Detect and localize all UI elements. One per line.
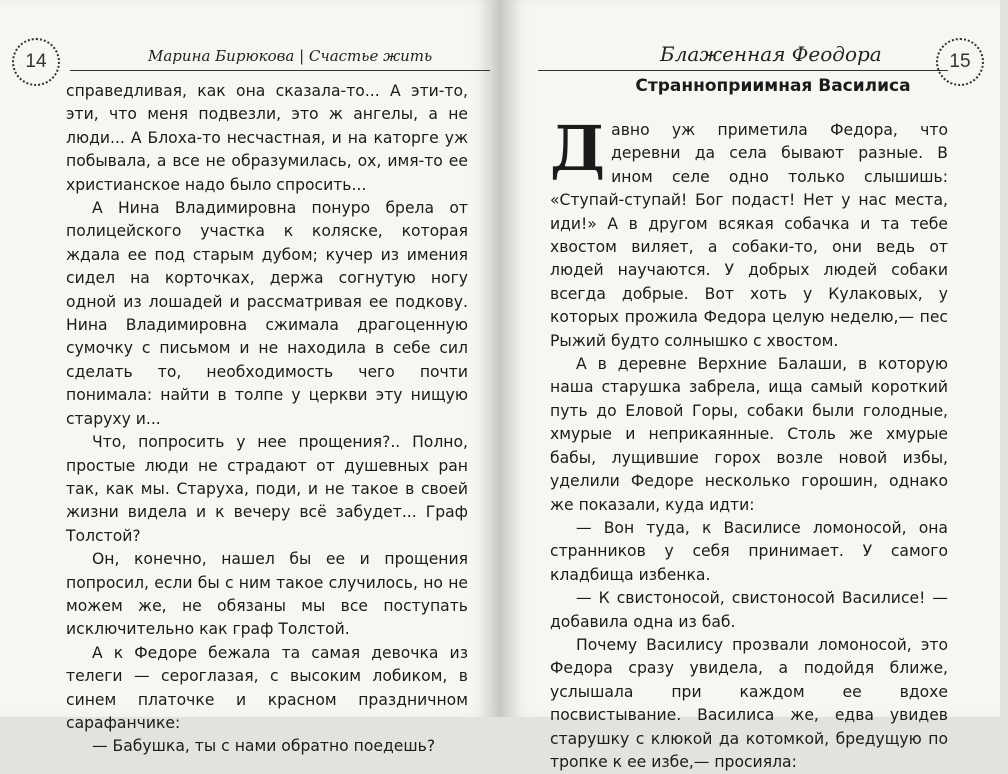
header-rule-right <box>538 70 948 71</box>
paragraph: Он, конечно, нашел бы ее и прощения попросил, если бы с ним такое случилось, но не можем же, не обязаны мы все поступать исключительно как граф Толстой. <box>66 550 468 639</box>
paragraph: — К свистоносой, свистоносой Василисе! — добавила одна из баб. <box>550 589 948 631</box>
paragraph: — Бабушка, ты с нами обратно поедешь? <box>92 737 436 756</box>
page-number-right: 15 <box>936 38 984 86</box>
left-page <box>0 0 492 756</box>
header-rule-left <box>70 70 490 71</box>
right-page <box>508 0 1000 771</box>
paragraph: А Нина Владимировна понуро брела от полицейского участка к коляске, которая ждала ее под старым дубом; кучер из имения сидел на корточках, держа согнутую ногу одной из лошадей и рассматривая ее подкову. Нина Владимировна сжимала драгоценную сумочку с письмом и не находила в себе сил сделать то, необходимость чего почти понимала: найти в толпе у церкви эту нищую старуху и... <box>66 199 468 428</box>
paragraph: Что, попросить у нее прощения?.. Полно, простые люди не страдают от душевных ран так, как мы. Старуха, поди, и не такое в своей жизни видела и к вечеру всё забудет... Граф Толстой? <box>66 433 468 545</box>
paragraph: справедливая, как она сказала-то... А эти-то, эти, что меня подвезли, это ж ангелы, а не люди... А Блоха-то несчастная, и на каторге уж побывала, а все не образумилась, ох, имя-то ее христианское надо было спросить... <box>66 82 468 194</box>
paragraph: Почему Василису прозвали ломоносой, это Федора сразу увидела, а подойдя ближе, услышала при каждом ее вдохе посвистывание. Василиса же, едва увидев старушку с клюкой да котомкой, бредущую по тропке к ее избе,— просияла: <box>550 635 948 771</box>
first-paragraph-text: авно уж приметила Федора, что деревни да села бывают разные. В ином селе одно только слышишь: «Ступай-ступай! Бог подаст! Нет у нас места, иди!» А в другом всякая собачка и та тебе хвостом виляет, а собаки-то, они ведь от людей научаются. У добрых людей собаки всегда добрые. Вот хоть у Кулаковых, у которых прожила Федора целую неделю,— пес Рыжий будто солнышко с хвостом. <box>550 121 948 350</box>
running-head-left: Марина Бирюкова | Счастье жить <box>148 47 433 65</box>
book-gutter <box>492 0 508 717</box>
right-page-text <box>550 112 948 774</box>
first-paragraph <box>550 112 948 353</box>
drop-cap: Д <box>550 112 606 185</box>
paragraph: А к Федоре бежала та самая девочка из телеги — сероглазая, с высоким лобиком, в синем платочке и красном праздничном сарафанчике: <box>66 643 468 732</box>
paragraph: — Вон туда, к Василисе ломоносой, она странников у себя принимает. У самого кладбища избенка. <box>550 518 948 584</box>
chapter-title: Странноприимная Василиса <box>635 76 911 96</box>
paragraph: А в деревне Верхние Балаши, в которую наша старушка забрела, ища самый короткий путь до Еловой Горы, собаки были голодные, хмурые и неприкаянные. Столь же хмурые бабы, лущившие горох возле новой избы, уделили Федоре несколько горошин, однако же показали, куда идти: <box>550 355 948 514</box>
running-head-right: Блаженная Феодора <box>660 42 882 66</box>
left-page-text <box>66 80 468 759</box>
page-number-left: 14 <box>12 38 60 86</box>
